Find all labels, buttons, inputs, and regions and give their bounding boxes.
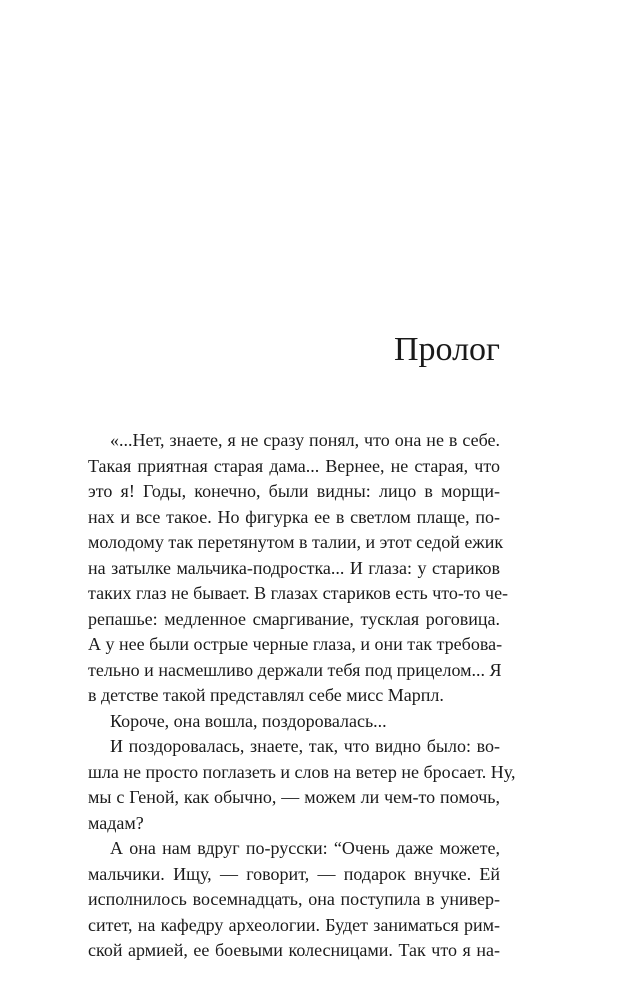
- text-line: тельно и насмешливо держали тебя под прицелом... Я: [88, 659, 502, 680]
- text-line: репашье: медленное смаргивание, тусклая роговица.: [88, 608, 500, 629]
- text-line: А она нам вдруг по-русски: “Очень даже можете,: [110, 838, 500, 858]
- text-line: «...Нет, знаете, я не сразу понял, что она не в себе.: [110, 430, 500, 450]
- text-line: ситет, на кафедру археологии. Будет заниматься рим-: [88, 914, 500, 935]
- text-line: таких глаз не бывает. В глазах стариков есть что-то че-: [88, 583, 509, 603]
- text-line: Короче, она вошла, поздоровалась...: [110, 710, 387, 731]
- text-line: А у нее были острые черные глаза, и они так требова-: [88, 634, 503, 654]
- text-line: ской армией, ее боевыми колесницами. Так что я на-: [88, 940, 500, 960]
- text-line: мадам?: [88, 812, 144, 833]
- text-line: на затылке мальчика-подростка... И глаза: у стариков: [88, 557, 500, 578]
- text-line: мальчики. Ищу, — говорит, — подарок внучке. Ей: [88, 863, 500, 884]
- text-line: молодому так перетянутом в талии, и этот седой ежик: [88, 532, 504, 552]
- body-text: [88, 428, 516, 964]
- text-line: И поздоровалась, знаете, так, что видно было: во-: [110, 736, 500, 756]
- text-line: это я! Годы, конечно, были видны: лицо в морщи-: [88, 481, 500, 501]
- text-line: нах и все такое. Но фигурка ее в светлом плаще, по-: [88, 506, 500, 527]
- text-line: Такая приятная старая дама... Вернее, не старая, что: [88, 455, 500, 476]
- chapter-title: Пролог: [393, 331, 500, 368]
- text-line: исполнилось восемнадцать, она поступила в универ-: [88, 889, 500, 909]
- text-line: шла не просто поглазеть и слов на ветер не бросает. Ну,: [88, 761, 516, 782]
- text-line: мы с Геной, как обычно, — можем ли чем-то помочь,: [88, 787, 500, 807]
- text-line: в детстве такой представлял себе мисс Марпл.: [88, 685, 444, 705]
